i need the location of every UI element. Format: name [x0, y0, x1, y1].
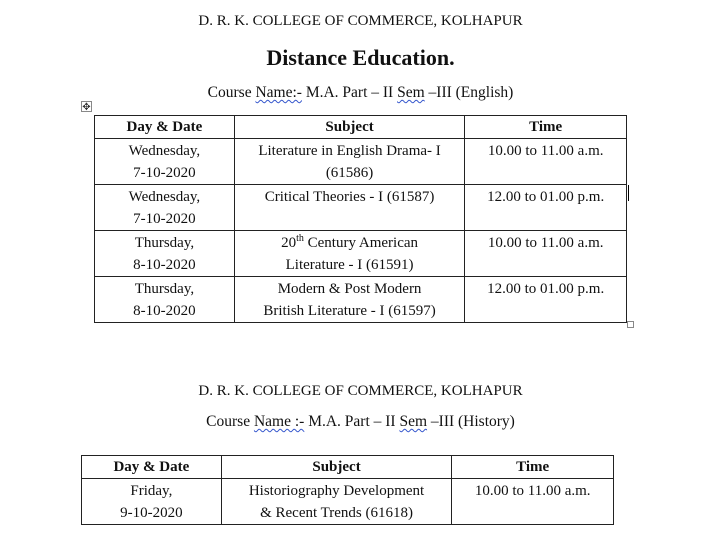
time-cell: 12.00 to 01.00 p.m. [465, 185, 627, 231]
time-cell: 12.00 to 01.00 p.m. [465, 277, 627, 323]
day-text: Thursday, [134, 235, 195, 251]
table-row [95, 277, 627, 323]
subject-code-text: British Literature - I (61597) [263, 303, 436, 319]
day-text: Wednesday, [128, 189, 201, 205]
subject-text: 20th Century American [281, 233, 419, 251]
day-date-cell [82, 479, 222, 525]
subject-code-text: Literature - I (61591) [285, 257, 414, 273]
subject-cell [234, 139, 465, 185]
header-subject: Subject [234, 116, 465, 139]
subject-text: Modern & Post Modern [277, 281, 422, 297]
table-row [95, 185, 627, 231]
table-row [82, 479, 614, 525]
subject-text: Critical Theories - I (61587) [264, 189, 435, 205]
subject-text: Literature in English Drama- I [258, 143, 441, 159]
date-text: 8-10-2020 [133, 257, 196, 273]
day-date-cell [95, 277, 235, 323]
table-header-row [95, 116, 627, 139]
course-line-1: Course Name:- M.A. Part – II Sem –III (English) [207, 84, 514, 101]
subject-code-text: & Recent Trends (61618) [260, 505, 413, 521]
day-text: Thursday, [134, 281, 195, 297]
header-day-date: Day & Date [82, 456, 222, 479]
subject-cell [234, 231, 465, 277]
page-title: Distance Education. [266, 45, 455, 70]
course-line-2: Course Name :- M.A. Part – II Sem –III (History) [206, 413, 515, 430]
table-row [95, 231, 627, 277]
date-text: 9-10-2020 [120, 505, 183, 521]
table-row [95, 139, 627, 185]
header-time: Time [452, 456, 614, 479]
day-date-cell [95, 185, 235, 231]
date-text: 7-10-2020 [133, 211, 196, 227]
exam-table-history [81, 455, 614, 525]
day-text: Friday, [130, 483, 173, 499]
header-subject: Subject [221, 456, 452, 479]
header-day-date: Day & Date [95, 116, 235, 139]
subject-code-text: (61586) [325, 165, 374, 181]
table-move-handle-icon[interactable]: ✥ [82, 102, 91, 113]
subject-cell [221, 479, 452, 525]
college-name-2: D. R. K. COLLEGE OF COMMERCE, KOLHAPUR [198, 383, 523, 399]
time-cell: 10.00 to 11.00 a.m. [465, 231, 627, 277]
subject-cell [234, 277, 465, 323]
date-text: 8-10-2020 [133, 303, 196, 319]
table-resize-handle-icon[interactable] [627, 321, 634, 328]
college-name-1: D. R. K. COLLEGE OF COMMERCE, KOLHAPUR [198, 13, 523, 29]
text-cursor [628, 185, 629, 201]
table-header-row [82, 456, 614, 479]
subject-cell [234, 185, 465, 231]
day-text: Wednesday, [128, 143, 201, 159]
date-text: 7-10-2020 [133, 165, 196, 181]
day-date-cell [95, 231, 235, 277]
header-time: Time [465, 116, 627, 139]
time-cell: 10.00 to 11.00 a.m. [452, 479, 614, 525]
day-date-cell [95, 139, 235, 185]
subject-text: Historiography Development [248, 483, 425, 499]
exam-table-english [94, 115, 627, 323]
time-cell: 10.00 to 11.00 a.m. [465, 139, 627, 185]
